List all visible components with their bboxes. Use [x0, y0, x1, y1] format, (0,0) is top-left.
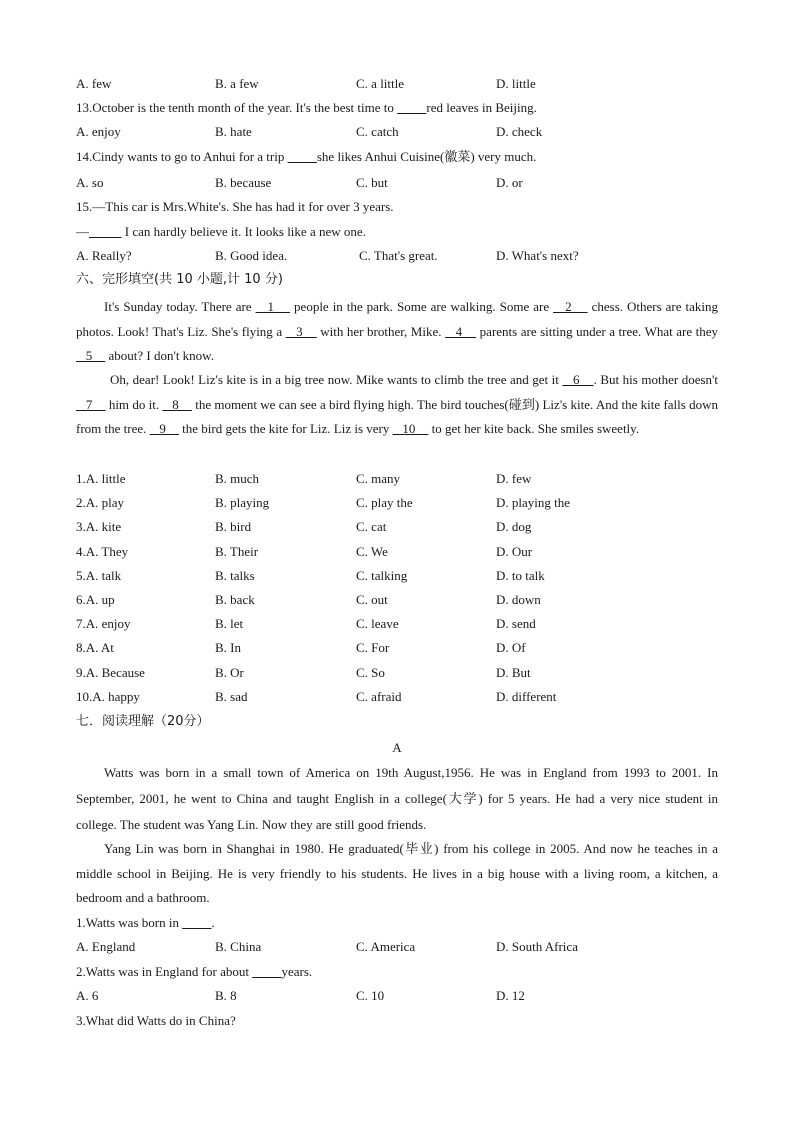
cloze-option-3-d: D. dog: [496, 519, 532, 534]
cloze-option-4-b: B. Their: [215, 544, 259, 559]
option-c: C. That's great.: [359, 248, 438, 263]
answer-blank: [397, 100, 426, 115]
cloze-option-6-c: C. out: [356, 592, 388, 607]
cloze-option-3-a: 3.A. kite: [76, 519, 122, 534]
cloze-blank-7: 7: [76, 396, 106, 412]
question-13: [76, 100, 537, 116]
option-c: C. a little: [356, 76, 405, 91]
cloze-option-8-b: B. In: [215, 640, 241, 655]
cloze-option-4-c: C. We: [356, 544, 388, 559]
cloze-option-6-b: B. back: [215, 592, 255, 607]
passage-text: chess. Others are taking photos. Look! That's Liz. She's flying a: [76, 299, 719, 339]
answer-blank: [288, 149, 317, 164]
question-text: .: [211, 915, 215, 930]
cloze-option-5-a: 5.A. talk: [76, 568, 122, 583]
cloze-option-4-d: D. Our: [496, 544, 533, 559]
section-6-title: 六、完形填空(共 10 小题,计 10 分): [76, 272, 283, 287]
cloze-option-4-a: 4.A. They: [76, 544, 129, 559]
cloze-blank-4: 4: [445, 323, 477, 339]
passage-label: A: [392, 740, 402, 755]
cloze-option-7-b: B. let: [215, 616, 244, 631]
option-c: C. catch: [356, 124, 399, 139]
cloze-blank-1: 1: [255, 299, 291, 314]
cloze-option-5-c: C. talking: [356, 568, 408, 583]
cloze-blank-5: 5: [76, 348, 106, 363]
cloze-option-10-c: C. afraid: [356, 689, 402, 704]
option-a: A. Really?: [76, 248, 132, 263]
cloze-option-10-a: 10.A. happy: [76, 689, 140, 704]
cloze-option-9-c: C. So: [356, 665, 385, 680]
reading-paragraph-1: Watts was born in a small town of America on 19th August,1956. He was in England from 1993 to 2001. In September, 2001, he went to China and taught English in a college(大学) for 5 years. He had a very nice student in college. The student was Yang Lin. Now they are still good friends.: [76, 765, 718, 832]
passage-text: the bird gets the kite for Liz. Liz is very: [178, 421, 393, 436]
passage-text: him do it.: [105, 396, 163, 412]
option-b: B. hate: [215, 124, 252, 139]
cloze-paragraph-1: [76, 295, 718, 369]
question-text: I can hardly believe it. It looks like a new one.: [121, 224, 366, 239]
cloze-option-10-b: B. sad: [215, 689, 248, 704]
passage-text: about? I don't know.: [105, 348, 214, 363]
cloze-blank-9: 9: [149, 421, 179, 436]
cloze-blank-6: 6: [562, 372, 594, 387]
cloze-option-5-d: D. to talk: [496, 568, 545, 583]
dash: —: [76, 224, 89, 239]
question-text: 2.Watts was in England for about: [76, 964, 253, 979]
passage-text: It's Sunday today. There are: [104, 299, 256, 314]
option-b: B. Good idea.: [215, 248, 288, 263]
answer-blank: [252, 964, 281, 979]
question-text: 13.October is the tenth month of the year. It's the best time to: [76, 100, 398, 115]
cloze-option-3-c: C. cat: [356, 519, 387, 534]
option-b: B. China: [215, 939, 262, 954]
question-text: 14.Cindy wants to go to Anhui for a trip: [76, 149, 288, 164]
answer-blank: [89, 224, 122, 239]
cloze-option-5-b: B. talks: [215, 568, 255, 583]
passage-text: the moment we can see a bird flying high. The bird touches(碰到) Liz's kite. And the kite falls down from the tree.: [76, 396, 719, 436]
passage-text: . But his mother doesn't: [593, 372, 718, 387]
cloze-option-1-a: 1.A. little: [76, 471, 126, 486]
reading-question-2: [76, 964, 312, 980]
option-a: A. few: [76, 76, 112, 91]
option-d: D. South Africa: [496, 939, 578, 954]
option-a: A. England: [76, 939, 136, 954]
cloze-blank-2: 2: [553, 299, 588, 314]
cloze-option-7-d: D. send: [496, 616, 536, 631]
cloze-option-10-d: D. different: [496, 689, 557, 704]
option-b: B. a few: [215, 76, 259, 91]
answer-blank: [182, 915, 211, 930]
question-text: 1.Watts was born in: [76, 915, 183, 930]
cloze-option-6-a: 6.A. up: [76, 592, 115, 607]
question-15-reply: [76, 224, 366, 240]
reading-question-1: [76, 915, 215, 931]
option-c: C. 10: [356, 988, 385, 1003]
cloze-option-6-d: D. down: [496, 592, 541, 607]
option-a: A. enjoy: [76, 124, 121, 139]
option-b: B. because: [215, 175, 272, 190]
passage-text: Oh, dear! Look! Liz's kite is in a big tree now. Mike wants to climb the tree and get it: [110, 372, 563, 387]
cloze-option-2-a: 2.A. play: [76, 495, 125, 510]
cloze-option-8-d: D. Of: [496, 640, 526, 655]
option-a: A. so: [76, 175, 104, 190]
passage-text: to get her kite back. She smiles sweetly.: [428, 421, 640, 436]
question-text: red leaves in Beijing.: [426, 100, 537, 115]
cloze-option-1-c: C. many: [356, 471, 401, 486]
passage-text: with her brother, Mike.: [316, 323, 446, 339]
option-d: D. What's next?: [496, 248, 579, 263]
option-a: A. 6: [76, 988, 99, 1003]
option-d: D. little: [496, 76, 536, 91]
cloze-blank-8: 8: [162, 396, 192, 412]
cloze-option-3-b: B. bird: [215, 519, 252, 534]
option-c: C. America: [356, 939, 416, 954]
cloze-option-7-c: C. leave: [356, 616, 399, 631]
passage-text: parents are sitting under a tree. What are they: [476, 323, 719, 339]
question-14: [76, 149, 536, 165]
cloze-paragraph-2: [76, 368, 718, 442]
option-d: D. check: [496, 124, 543, 139]
cloze-option-2-c: C. play the: [356, 495, 413, 510]
cloze-blank-3: 3: [285, 323, 317, 339]
cloze-option-8-c: C. For: [356, 640, 390, 655]
cloze-option-1-b: B. much: [215, 471, 260, 486]
question-text: years.: [281, 964, 313, 979]
option-d: D. 12: [496, 988, 525, 1003]
cloze-option-7-a: 7.A. enjoy: [76, 616, 131, 631]
cloze-option-2-b: B. playing: [215, 495, 270, 510]
cloze-option-2-d: D. playing the: [496, 495, 571, 510]
cloze-option-9-b: B. Or: [215, 665, 244, 680]
cloze-blank-10: 10: [392, 421, 429, 436]
cloze-option-9-a: 9.A. Because: [76, 665, 145, 680]
option-c: C. but: [356, 175, 388, 190]
reading-paragraph-2: Yang Lin was born in Shanghai in 1980. He graduated(毕业) from his college in 2005. And now he teaches in a middle school in Beijing. He is very friendly to his students. He lives in a big house with a living room, a kitchen, a bedroom and a bathroom.: [76, 841, 718, 905]
passage-text: people in the park. Some are walking. Some are: [290, 299, 554, 314]
question-text: she likes Anhui Cuisine(徽菜) very much.: [316, 149, 537, 164]
option-b: B. 8: [215, 988, 237, 1003]
cloze-option-1-d: D. few: [496, 471, 532, 486]
reading-question-3: 3.What did Watts do in China?: [76, 1013, 236, 1028]
section-7-title: 七．阅读理解（20分）: [76, 714, 210, 729]
option-d: D. or: [496, 175, 523, 190]
question-15: 15.—This car is Mrs.White's. She has had it for over 3 years.: [76, 199, 394, 214]
cloze-option-9-d: D. But: [496, 665, 531, 680]
cloze-option-8-a: 8.A. At: [76, 640, 114, 655]
